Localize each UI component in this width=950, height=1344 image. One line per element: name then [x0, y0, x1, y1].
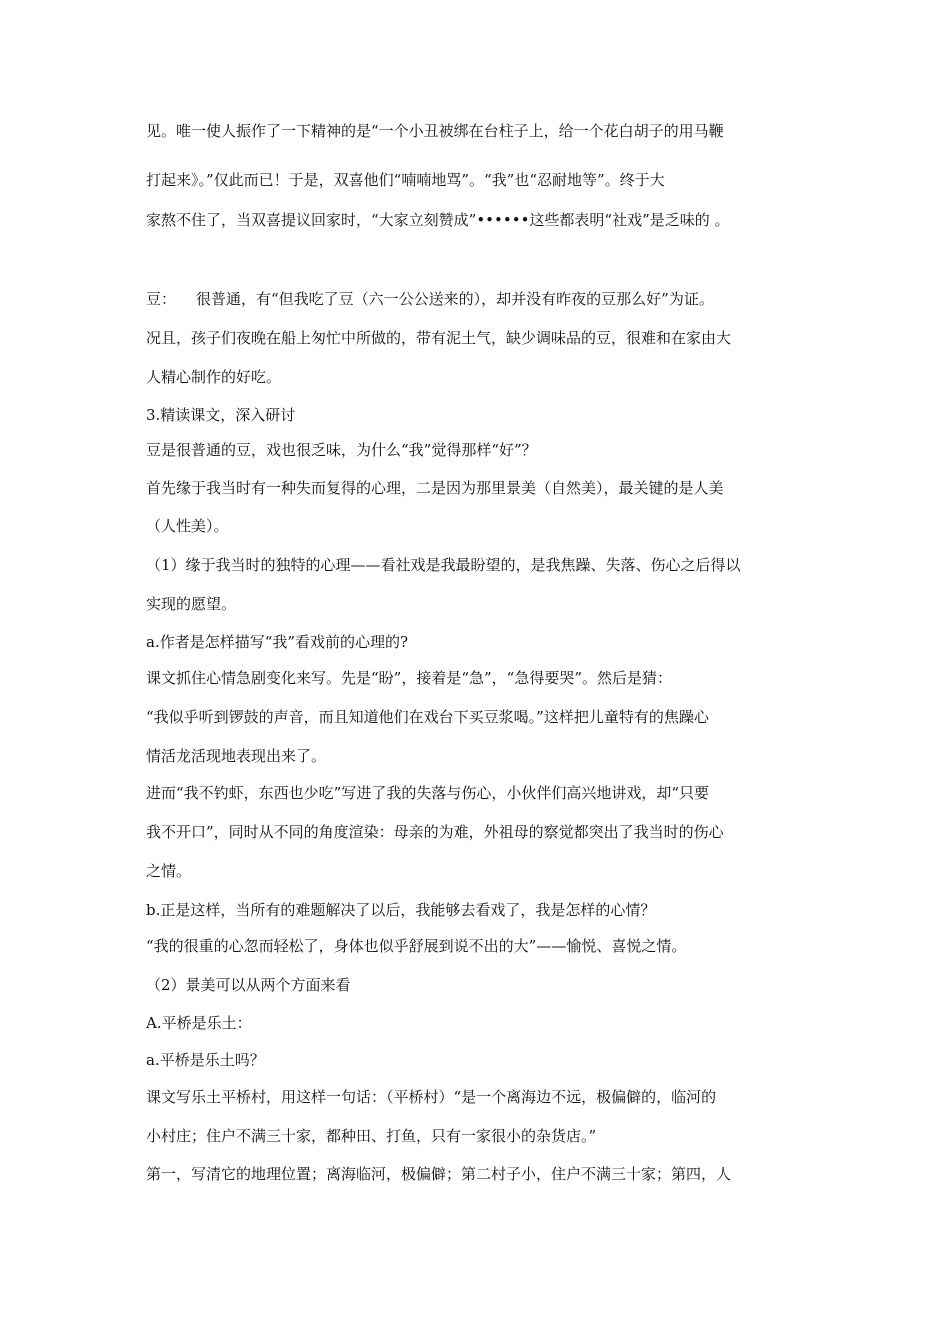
question-a-2: a.平桥是乐土吗？ [146, 1051, 265, 1069]
text-line-1: 见。唯一使人振作了一下精神的是“一个小丑被绑在台柱子上，给一个花白胡子的用马鞭 [146, 122, 724, 140]
text-line-20: 之情。 [146, 862, 192, 880]
text-line-17: 情活龙活现地表现出来了。 [146, 747, 327, 765]
text-line-16: “我似乎听到锣鼓的声音，而且知道他们在戏台下买豆浆喝。”这样把儿童特有的焦躁心 [146, 708, 709, 726]
text-line-13: 实现的愿望。 [146, 595, 237, 613]
text-line-19: 我不开口”，同时从不同的角度渲染：母亲的为难，外祖母的察觉都突出了我当时的伤心 [146, 823, 724, 841]
text-line-3: 家熬不住了，当双喜提议回家时，“大家立刻赞成”••••••这些都表明“社戏”是乏味的 。 [146, 211, 730, 229]
subheading-2: （2）景美可以从两个方面来看 [146, 976, 351, 994]
text-line-2: 打起来》。”仅此而已！于是，双喜他们“喃喃地骂”。“我”也“忍耐地等”。终于大 [146, 171, 665, 189]
text-line-7: 人精心制作的好吃。 [146, 368, 282, 386]
subheading-A: A.平桥是乐土： [146, 1014, 252, 1032]
text-line-27: 小村庄；住户不满三十家，都种田、打鱼，只有一家很小的杂货店。” [146, 1127, 597, 1145]
text-line-22: “我的很重的心忽而轻松了，身体也似乎舒展到说不出的大”——愉悦、喜悦之情。 [146, 937, 687, 955]
section-heading-3: 3.精读课文，深入研讨 [146, 406, 296, 424]
bean-label: 豆： [146, 290, 177, 308]
subheading-1: （1）缘于我当时的独特的心理——看社戏是我最盼望的，是我焦躁、失落、伤心之后得以 [146, 556, 741, 574]
text-line-18: 进而“我不钓虾，东西也少吃”写进了我的失落与伤心，小伙伴们高兴地讲戏，却“只要 [146, 784, 710, 802]
bean-paragraph-first-line [146, 289, 714, 309]
text-line-11: （人性美）。 [146, 517, 229, 535]
text-line-15: 课文抓住心情急剧变化来写。先是“盼”，接着是“急”，“急得要哭”。然后是猜： [146, 669, 673, 687]
question-a: a.作者是怎样描写“我”看戏前的心理的? [146, 633, 409, 651]
text-line-9: 豆是很普通的豆，戏也很乏味，为什么“我”觉得那样“好”？ [146, 441, 537, 459]
text-line-10: 首先缘于我当时有一种失而复得的心理，二是因为那里景美（自然美），最关键的是人美 [146, 479, 724, 497]
bean-text: 很普通，有“但我吃了豆（六一公公送来的），却并没有昨夜的豆那么好”为证。 [196, 290, 714, 308]
text-line-28: 第一，写清它的地理位置；离海临河，极偏僻；第二村子小，住户不满三十家；第四，人 [146, 1165, 732, 1183]
question-b: b.正是这样，当所有的难题解决了以后，我能够去看戏了，我是怎样的心情？ [146, 901, 656, 919]
text-line-6: 况且，孩子们夜晚在船上匆忙中所做的，带有泥土气，缺少调味品的豆，很难和在家由大 [146, 329, 732, 347]
text-line-26: 课文写乐土平桥村，用这样一句话：（平桥村）“是一个离海边不远，极偏僻的，临河的 [146, 1088, 717, 1106]
